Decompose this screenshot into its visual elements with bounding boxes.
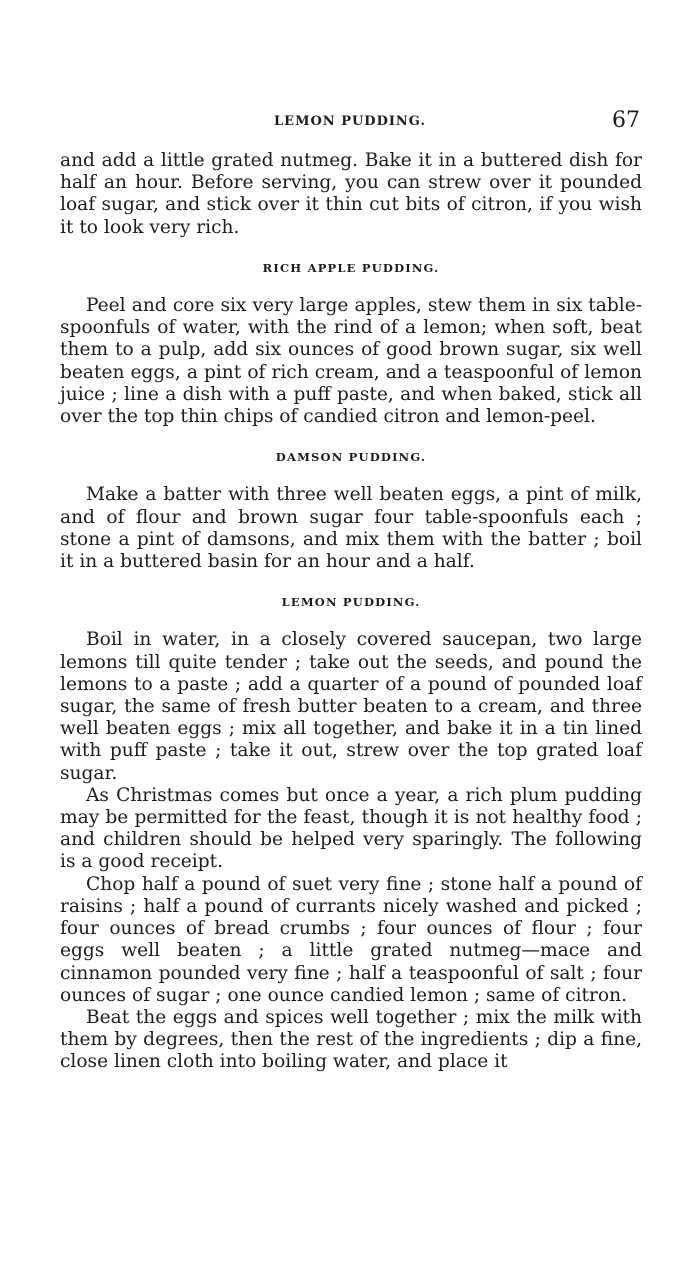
paragraph-lemon-pudding: Boil in water, in a closely covered saucepan, two large lemons till quite tender ; take out the seeds, and pound the lemons to a paste ; add a quarter of a pound of pounded loaf sugar, the same of fresh butter beaten to a cream, and three well beaten eggs ; mix all together, and bake it in a tin lined with puff paste ; take it out, strew over the top grated loaf sugar.	[60, 629, 642, 784]
paragraph-rich-apple-pudding: Peel and core six very large apples, stew them in six table-spoonfuls of water, with the rind of a lemon; when soft, beat them to a pulp, add six ounces of good brown sugar, six well beaten eggs, a pint of rich cream, and a teaspoonful of lemon juice ; line a dish with a puff paste, and when baked, stick all over the top thin chips of candied citron and lemon-peel.	[60, 295, 642, 428]
paragraph-plum-pudding-method: Beat the eggs and spices well together ; mix the milk with them by degrees, then the rest of the ingredients ; dip a fine, close linen cloth into boiling water, and place it	[60, 1006, 642, 1073]
page-body	[60, 150, 642, 1074]
page-number: 67	[612, 108, 640, 133]
running-head	[60, 108, 640, 136]
continued-paragraph: and add a little grated nutmeg. Bake it in a buttered dish for half an hour. Before serving, you can strew over it pounded loaf sugar, and stick over it thin cut bits of citron, if you wish it to look very rich.	[60, 150, 642, 238]
section-heading-damson-pudding: DAMSON PUDDING.	[275, 450, 427, 465]
paragraph-damson-pudding: Make a batter with three well beaten eggs, a pint of milk, and of flour and brown sugar four table-spoonfuls each ; stone a pint of damsons, and mix them with the batter ; boil it in a buttered basin for an hour and a half.	[60, 484, 642, 573]
section-heading-rich-apple-pudding: RICH APPLE PUDDING.	[262, 260, 440, 275]
running-title: LEMON PUDDING.	[274, 114, 426, 129]
paragraph-plum-pudding-ingredients: Chop half a pound of suet very fine ; stone half a pound of raisins ; half a pound of currants nicely washed and picked ; four ounces of bread crumbs ; four ounces of flour ; four eggs well beaten ; a little grated nutmeg—mace and cinnamon pounded very fine ; half a teaspoonful of salt ; four ounces of sugar ; one ounce candied lemon ; same of citron.	[60, 873, 642, 1006]
section-heading-lemon-pudding: LEMON PUDDING.	[281, 595, 421, 610]
paragraph-christmas-pudding-intro: As Christmas comes but once a year, a rich plum pudding may be permitted for the feast, though it is not healthy food ; and children should be helped very sparingly. The following is a good receipt.	[60, 784, 642, 873]
